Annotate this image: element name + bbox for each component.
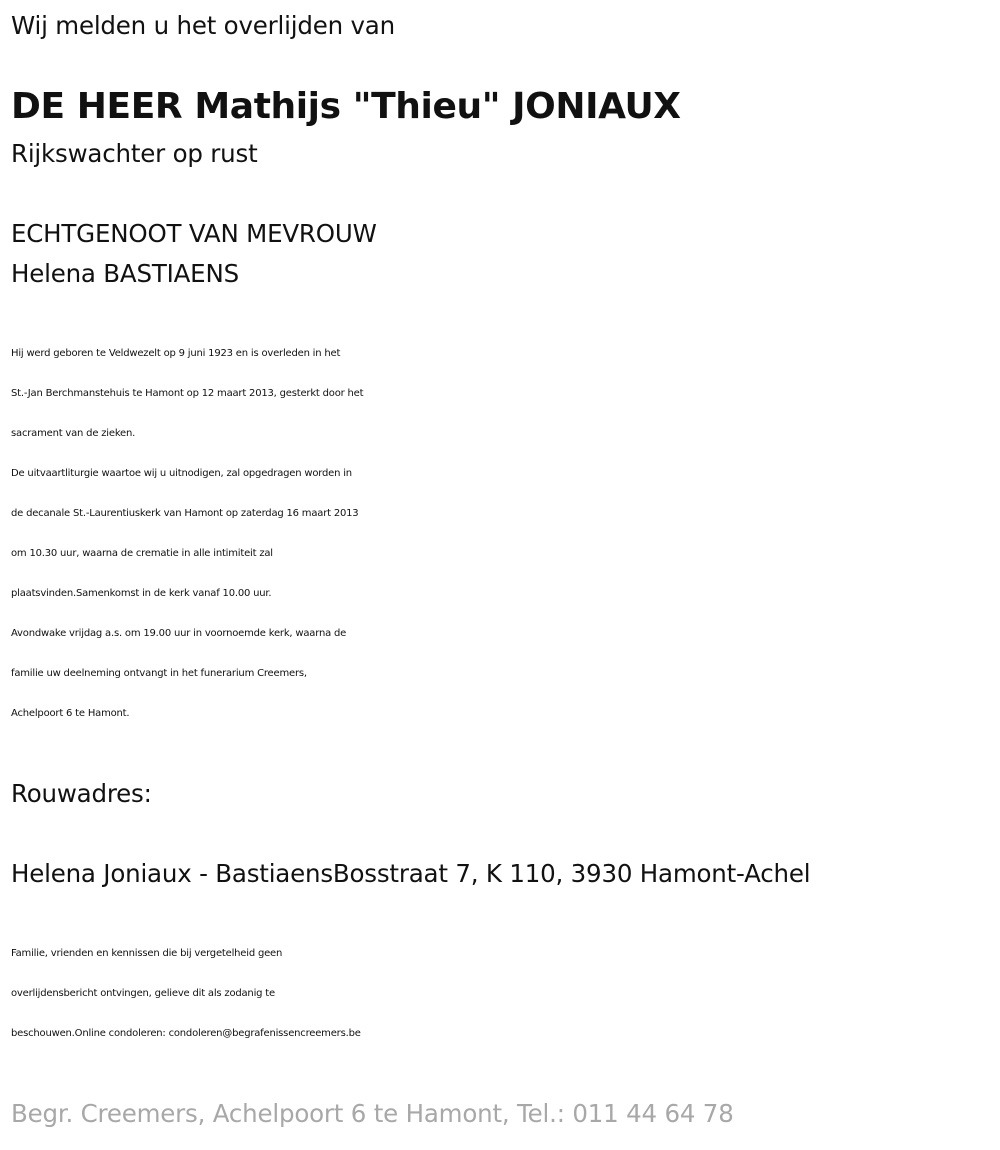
body-line: plaatsvinden.Samenkomst in de kerk vanaf 10.00 uur. (11, 588, 272, 599)
closing-line: overlijdensbericht ontvingen, gelieve dit als zodanig te (11, 988, 275, 999)
body-line: Avondwake vrijdag a.s. om 19.00 uur in voornoemde kerk, waarna de (11, 628, 347, 639)
body-line: St.-Jan Berchmanstehuis te Hamont op 12 maart 2013, gesterkt door het (11, 388, 364, 399)
notice-body (11, 334, 991, 734)
rouwadres-label: Rouwadres: (11, 779, 152, 808)
spouse-name: Helena BASTIAENS (11, 259, 239, 288)
body-line: De uitvaartliturgie waartoe wij u uitnodigen, zal opgedragen worden in (11, 468, 352, 479)
spouse-heading: ECHTGENOOT VAN MEVROUW (11, 219, 377, 248)
body-line: de decanale St.-Laurentiuskerk van Hamont op zaterdag 16 maart 2013 (11, 508, 359, 519)
rouwadres-address: Helena Joniaux - BastiaensBosstraat 7, K 110, 3930 Hamont-Achel (11, 859, 811, 888)
closing-line: Familie, vrienden en kennissen die bij vergetelheid geen (11, 948, 283, 959)
body-line: Hij werd geboren te Veldwezelt op 9 juni 1923 en is overleden in het (11, 348, 341, 359)
closing-line: beschouwen.Online condoleren: condoleren@begrafenissencreemers.be (11, 1028, 361, 1039)
body-line: Achelpoort 6 te Hamont. (11, 708, 130, 719)
body-line: familie uw deelneming ontvangt in het funerarium Creemers, (11, 668, 307, 679)
funeral-home-footer: Begr. Creemers, Achelpoort 6 te Hamont, Tel.: 011 44 64 78 (11, 1099, 734, 1128)
body-line: sacrament van de zieken. (11, 428, 136, 439)
intro-text: Wij melden u het overlijden van (11, 11, 395, 40)
deceased-name: DE HEER Mathijs "Thieu" JONIAUX (11, 86, 681, 127)
body-line: om 10.30 uur, waarna de crematie in alle intimiteit zal (11, 548, 273, 559)
occupation-text: Rijkswachter op rust (11, 139, 258, 168)
closing-text (11, 934, 991, 1054)
